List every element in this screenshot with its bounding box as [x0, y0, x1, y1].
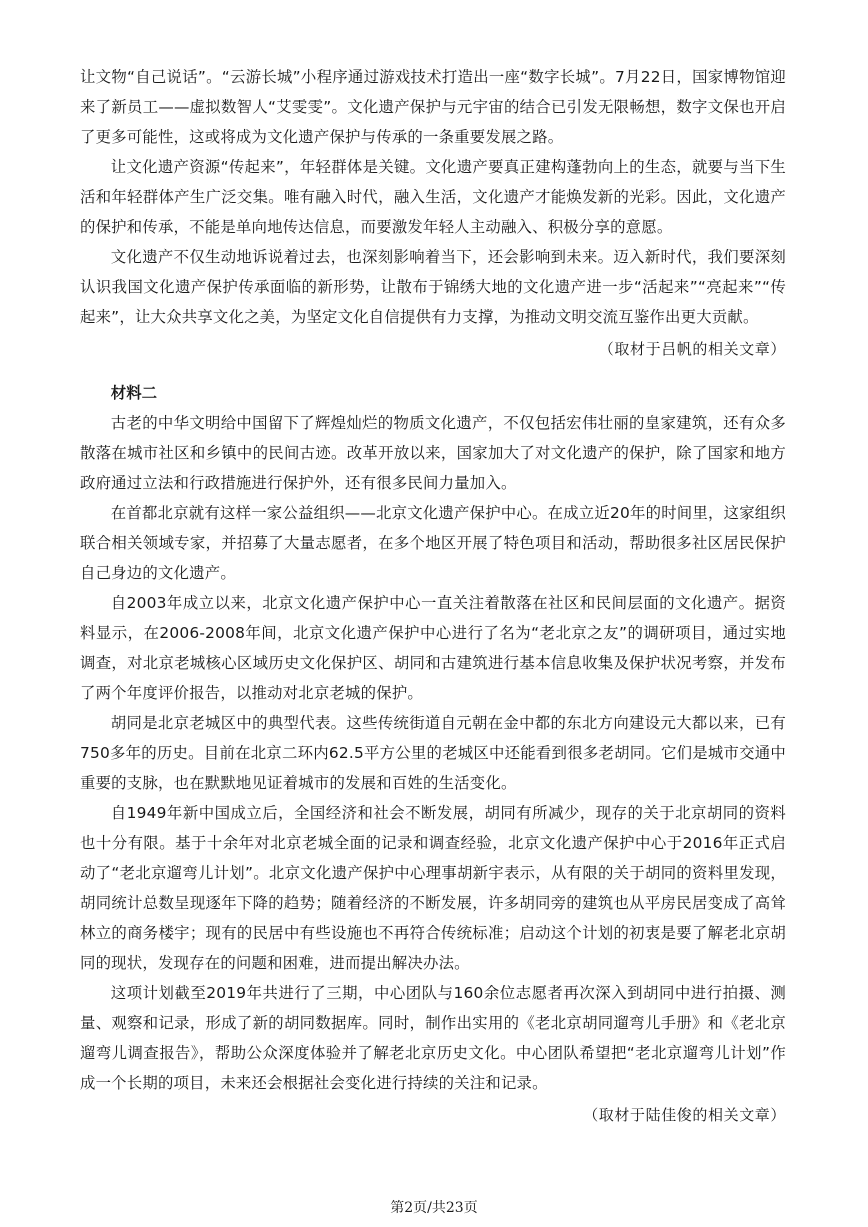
paragraph-youth-engagement: 让文化遗产资源“传起来”，年轻群体是关键。文化遗产要真正建构蓬勃向上的生态，就要与当下生活和年轻群体产生广泛交集。唯有融入时代，融入生活，文化遗产才能焕发新的光彩。因此，文化遗产的保护和传承，不能是单向地传达信息，而要激发年轻人主动融入、积极分享的意愿。: [80, 158, 786, 236]
page-indicator: 第2页/共23页: [390, 1200, 478, 1216]
paragraph-hutong-history: 胡同是北京老城区中的典型代表。这些传统街道自元朝在金中都的东北方向建设元大都以来，已有750多年的历史。目前在北京二环内62.5平方公里的老城区中还能看到很多老胡同。它们是城市交通中重要的支脉，也在默默地见证着城市的发展和百姓的生活变化。: [80, 714, 786, 792]
paragraph-beijing-center: 在首都北京就有这样一家公益组织——北京文化遗产保护中心。在成立近20年的时间里，这家组织联合相关领域专家，并招募了大量志愿者，在多个地区开展了特色项目和活动，帮助很多社区居民保护自己身边的文化遗产。: [80, 504, 786, 582]
source-citation-material1: （取材于吕帆的相关文章）: [598, 340, 786, 358]
paragraph-ancient-heritage: 古老的中华文明给中国留下了辉煌灿烂的物质文化遗产，不仅包括宏伟壮丽的皇家建筑，还有众多散落在城市社区和乡镇中的民间古迹。改革开放以来，国家加大了对文化遗产的保护，除了国家和地方政府通过立法和行政措施进行保护外，还有很多民间力量加入。: [80, 414, 786, 492]
paragraph-material1-continued: 让文物“自己说话”。“云游长城”小程序通过游戏技术打造出一座“数字长城”。7月22日，国家博物馆迎来了新员工——虚拟数智人“艾雯雯”。文化遗产保护与元宇宙的结合已引发无限畅想，数字文保也开启了更多可能性，这或将成为文化遗产保护与传承的一条重要发展之路。: [80, 68, 786, 146]
paragraph-since-2003: 自2003年成立以来，北京文化遗产保护中心一直关注着散落在社区和民间层面的文化遗产。据资料显示，在2006-2008年间，北京文化遗产保护中心进行了名为“老北京之友”的调研项目，通过实地调查，对北京老城核心区域历史文化保护区、胡同和古建筑进行基本信息收集及保护状况考察，并发布了两个年度评价报告，以推动对北京老城的保护。: [80, 594, 786, 702]
source-citation-material2: （取材于陆佳俊的相关文章）: [583, 1106, 786, 1124]
section-heading-material2: 材料二: [110, 384, 157, 402]
paragraph-new-era: 文化遗产不仅生动地诉说着过去，也深刻影响着当下，还会影响到未来。迈入新时代，我们要深刻认识我国文化遗产保护传承面临的新形势，让散布于锦绣大地的文化遗产进一步“活起来”“亮起来”“传起来”，让大众共享文化之美，为坚定文化自信提供有力支撑，为推动文明交流互鉴作出更大贡献。: [80, 248, 786, 326]
document-page: [80, 62, 786, 1130]
paragraph-plan-phases: 这项计划截至2019年共进行了三期，中心团队与160余位志愿者再次深入到胡同中进行拍摄、测量、观察和记录，形成了新的胡同数据库。同时，制作出实用的《老北京胡同遛弯儿手册》和《老北京遛弯儿调查报告》，帮助公众深度体验并了解老北京历史文化。中心团队希望把“老北京遛弯儿计划”作成一个长期的项目，未来还会根据社会变化进行持续的关注和记录。: [80, 984, 786, 1092]
paragraph-walking-plan: 自1949年新中国成立后，全国经济和社会不断发展，胡同有所减少，现存的关于北京胡同的资料也十分有限。基于十余年对北京老城全面的记录和调查经验，北京文化遗产保护中心于2016年正式启动了“老北京遛弯儿计划”。北京文化遗产保护中心理事胡新宇表示，从有限的关于胡同的资料里发现，胡同统计总数呈现逐年下降的趋势；随着经济的不断发展，许多胡同旁的建筑也从平房民居变成了高耸林立的商务楼宇；现有的民居中有些设施也不再符合传统标准；启动这个计划的初衷是要了解老北京胡同的现状，发现存在的问题和困难，进而提出解决办法。: [80, 804, 786, 972]
